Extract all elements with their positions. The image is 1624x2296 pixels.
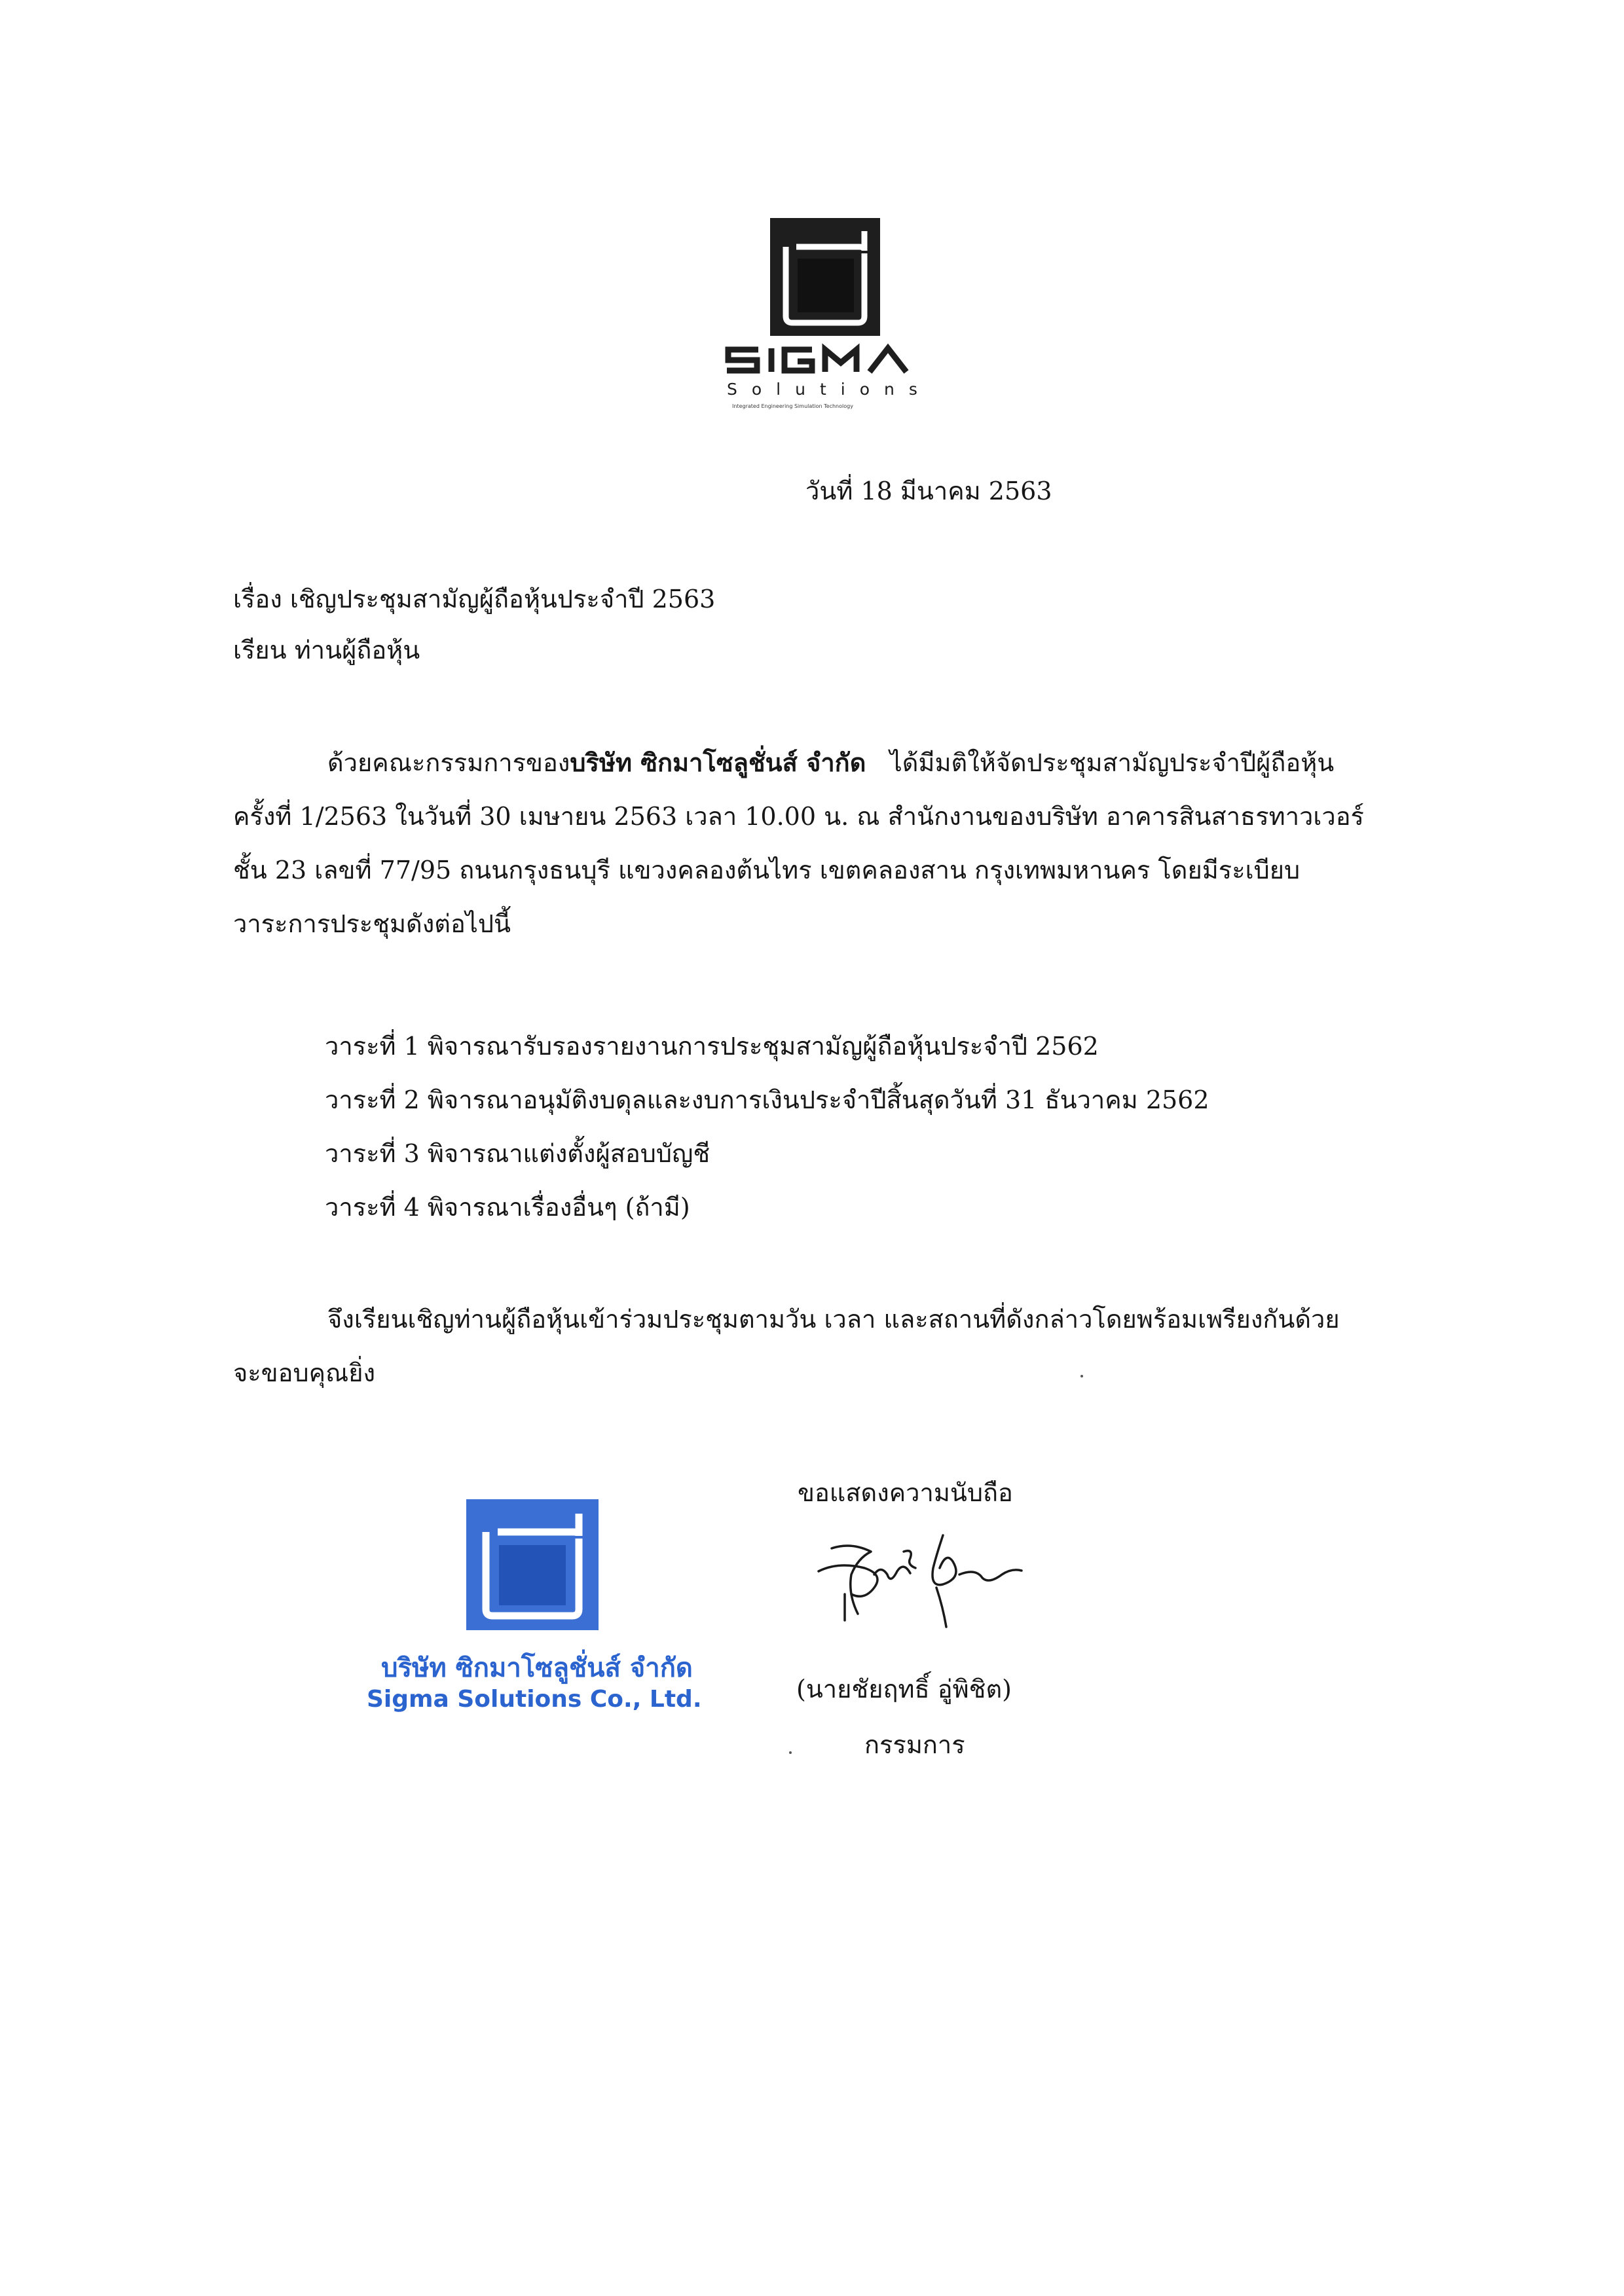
letter-subject: เรื่อง เชิญประชุมสามัญผู้ถือหุ้นประจำปี 2563 <box>233 585 716 613</box>
scan-speck <box>789 1751 792 1754</box>
body-paragraph <box>233 746 1392 961</box>
stamp-company-name-th: บริษัท ซิกมาโซลูชั่นส์ จำกัด <box>381 1653 693 1683</box>
stamp-company-name-en: Sigma Solutions Co., Ltd. <box>367 1686 702 1713</box>
closing-line-1: จึงเรียนเชิญท่านผู้ถือหุ้นเข้าร่วมประชุมตามวัน เวลา และสถานที่ดังกล่าวโดยพร้อมเพรียงกันด้วย <box>327 1305 1340 1334</box>
company-stamp-logo <box>466 1499 599 1630</box>
body-line-3: ชั้น 23 เลขที่ 77/95 ถนนกรุงธนบุรี แขวงคลองต้นไทร เขตคลองสาน กรุงเทพมหานคร โดยมีระเบียบ <box>233 856 1301 884</box>
agenda-item: วาระที่ 1 พิจารณารับรองรายงานการประชุมสามัญผู้ถือหุ้นประจำปี 2562 <box>325 1032 1099 1061</box>
closing-paragraph <box>233 1303 1392 1410</box>
scan-speck <box>1080 1375 1083 1377</box>
body-line-4: วาระการประชุมดังต่อไปนี้ <box>233 909 511 938</box>
brand-wordmark <box>720 340 930 380</box>
body-line-2: ครั้งที่ 1/2563 ในวันที่ 30 เมษายน 2563 เวลา 10.00 น. ณ สำนักงานของบริษัท อาคารสินสาธรทาวเวอร์ <box>233 802 1364 831</box>
agenda-item: วาระที่ 2 พิจารณาอนุมัติงบดุลและงบการเงินประจำปีสิ้นสุดวันที่ 31 ธันวาคม 2562 <box>325 1085 1209 1114</box>
handwritten-signature <box>812 1522 1028 1630</box>
letter-date: วันที่ 18 มีนาคม 2563 <box>805 477 1052 505</box>
body-line-1-suffix: ได้มีมติให้จัดประชุมสามัญประจำปีผู้ถือหุ้น <box>889 748 1335 777</box>
body-line-1 <box>233 746 1392 800</box>
agenda-item: วาระที่ 4 พิจารณาเรื่องอื่นๆ (ถ้ามี) <box>325 1193 690 1222</box>
brand-subtitle: Solutions <box>727 380 932 399</box>
company-logo-mark <box>770 218 880 336</box>
brand-tagline: Integrated Engineering Simulation Technology <box>732 403 853 409</box>
letter-salutation: เรียน ท่านผู้ถือหุ้น <box>233 636 420 665</box>
agenda-item: วาระที่ 3 พิจารณาแต่งตั้งผู้สอบบัญชี <box>325 1139 710 1168</box>
closing-regards: ขอแสดงความนับถือ <box>798 1478 1013 1507</box>
company-name: บริษัท ซิกมาโซลูชั่นส์ จำกัด <box>570 748 866 777</box>
body-line-1-prefix: ด้วยคณะกรรมการของ <box>327 748 570 777</box>
agenda-list <box>325 1030 1209 1245</box>
signer-name: (นายชัยฤทธิ์ อู่พิชิต) <box>796 1675 1012 1704</box>
signer-title: กรรมการ <box>864 1730 965 1759</box>
closing-line-2: จะขอบคุณยิ่ง <box>233 1358 376 1387</box>
